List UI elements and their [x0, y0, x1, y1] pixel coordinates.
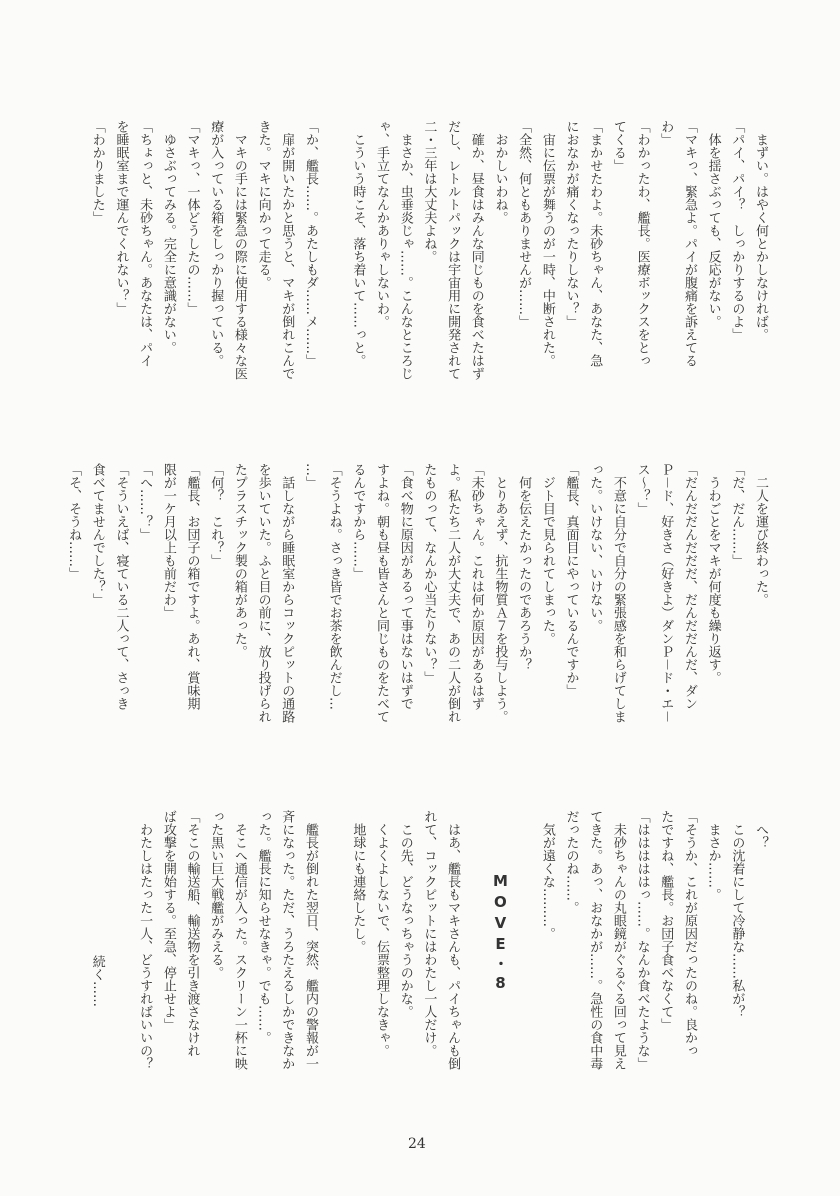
text-line: 「わかったわ、艦長。医療ボックスをとっ [634, 120, 650, 367]
text-line: 何を伝えたかったのであろうか？ [516, 463, 532, 671]
text-line: 「まかせたわよ。未砂ちゃん、あなた、急 [587, 120, 603, 367]
text-line: すよね。朝も昼も皆さんと同じものをたべて [374, 463, 389, 723]
text-line: 扉が開いたかと思うと、マキが倒れこんで [279, 120, 295, 380]
text-line: 斉になった。ただ、うろたえるしかできなか [279, 810, 295, 1070]
text-line [109, 810, 133, 1100]
text-line [464, 810, 488, 1100]
text-line: きた。マキに向かって走る。 [255, 120, 271, 289]
text-line: 確か、昼食はみんな同じものを食べたはず [468, 120, 484, 380]
text-line: 不意に自分で自分の緊張感を和らげてしま [610, 463, 626, 723]
text-line: った黒い巨大戦艦がみえる。 [208, 810, 224, 979]
text-line: 未砂ちゃんの丸眼鏡がぐるぐる回って見え [610, 810, 626, 1070]
text-line: たですね、艦長。お団子食べなくて」 [658, 810, 674, 1031]
text-line: まずい。はやく何とかしなければ。 [753, 120, 768, 341]
text-line: わたしはたった一人、どうすればいいの？ [137, 810, 153, 1070]
text-line: 「全然、何ともありませんが……」 [516, 120, 532, 328]
text-line: 「はははははっ……。なんか食べたような」 [634, 810, 650, 1070]
bottom-text-section [85, 810, 772, 1100]
text-line: 「か、艦長……。あたしもダ……メ……」 [302, 120, 318, 367]
page-number: 24 [408, 1136, 426, 1152]
text-line: 「艦長、お団子の箱ですよ。あれ、賞味期 [184, 463, 200, 710]
text-line [322, 120, 346, 405]
text-line: たプラスチック製の箱があった。 [231, 463, 247, 658]
text-line: を歩いていた。ふと目の前に、放り投げられ [255, 463, 271, 723]
text-line: おかしいわね。 [492, 120, 508, 224]
to-be-continued: 続く…… [89, 955, 105, 1007]
text-line: ス～？」 [634, 463, 650, 515]
text-line: るんですから……」 [350, 463, 366, 580]
text-line: 二人を運び終わった。 [753, 463, 768, 606]
text-line: Ｐ－ド、好きさ（好きよ）ダンＰ－ド・エ－ [658, 463, 674, 724]
text-line: 「未砂ちゃん。これは何か原因があるはず [468, 463, 484, 710]
text-line: 体を揺さぶっても、反応がない。 [705, 120, 721, 328]
middle-text-section [61, 463, 772, 753]
text-line: まさか、虫垂炎じゃ……。こんなところじ [397, 120, 413, 380]
text-line: 「何？ これ？」 [208, 463, 224, 567]
text-line: たものって、なんか心当たりない？」 [421, 463, 437, 684]
text-line: 「艦長、真面目にやっているんですか」 [563, 463, 579, 697]
text-line: 「マキっ、緊急よ。パイが腹痛を訴えてる [681, 120, 697, 367]
text-line: 限が一ケ月以上も前だわ」 [160, 463, 176, 619]
text-line: ゃ、手立てなんかありゃしないわ。 [374, 120, 389, 328]
text-line: ジト目で見られてしまった。 [539, 463, 555, 645]
text-line: マキの手には緊急の際に使用する様々な医 [231, 120, 247, 380]
text-line: こういう時こそ、落ち着いて……っと。 [350, 120, 366, 367]
text-line: この先、どうなっちゃうのかな。 [397, 810, 413, 1018]
text-line: 地球にも連絡したし。 [350, 810, 366, 953]
text-line: れて、コックピットにはわたし一人だけ。 [421, 810, 437, 1057]
text-line: てくる」 [610, 120, 626, 172]
text-line: てきた。あっ、おなかが……。急性の食中毒 [587, 810, 603, 1070]
text-line: くよくよしないで、伝票整理しなきゃ。 [374, 810, 389, 1057]
text-line: 「そうよね。さっき皆でお茶を飲んだし… [326, 463, 342, 710]
text-line: この沈着にして冷静な……私が？ [729, 810, 745, 1018]
text-line: はあ、艦長もマキさんも、パイちゃんも倒 [445, 810, 461, 1070]
text-line: 療が入っている箱をしっかり握っている。 [208, 120, 224, 367]
text-line: 「そ、そうね……」 [66, 463, 82, 580]
text-line: った。いけない、いけない。 [587, 463, 603, 632]
text-line: 「パイ、パイ？ しっかりするのよ」 [729, 120, 745, 341]
text-line: まさか……。 [705, 810, 721, 901]
text-line: ゆさぶってみる。完全に意識がない。 [160, 120, 176, 354]
text-line: だし、レトルトパックは宇宙用に開発されて [445, 120, 461, 380]
text-line: 二・三年は大丈夫よね。 [421, 120, 437, 263]
text-line: 「マキっ、一体どうしたの……」 [184, 120, 200, 315]
text-line: 気が遠くな………。 [539, 810, 555, 940]
text-line: ば攻撃を開始する。至急、停止せよ」 [160, 810, 176, 1031]
text-line: とりあえず、抗生物質Ａ７を投与しよう。 [492, 463, 508, 723]
text-line: 「だ、だん……」 [729, 463, 745, 567]
text-line: 話しながら睡眠室からコックピットの通路 [279, 463, 295, 723]
text-line [322, 810, 346, 1100]
text-line: 食べてませんでした？」 [89, 463, 105, 606]
chapter-heading: MOVE・8 [491, 872, 510, 995]
text-line: そこへ通信が入った。スクリーン一杯に映 [231, 810, 247, 1070]
text-line: 「へ……？」 [137, 463, 153, 541]
text-line: 「そうか、これが原因だったのね。良かっ [681, 810, 697, 1057]
text-line: 「そういえば、寝ている二人って、さっき [113, 463, 129, 710]
text-line: 「わかりました」 [89, 120, 105, 224]
text-line: った。艦長に知らせなきゃ。でも……。 [255, 810, 271, 1044]
text-line: 「ちょっと、未砂ちゃん。あなたは、パイ [137, 120, 153, 367]
text-line: におなかが痛くなったりしない？」 [563, 120, 579, 328]
text-line: 「食べ物に原因があるって事はないはずで [397, 463, 413, 710]
text-line: を睡眠室まで運んでくれない？」 [113, 120, 129, 315]
text-line: よ。私たち二人が大丈夫で、あの二人が倒れ [445, 463, 461, 723]
text-line [511, 810, 535, 1100]
text-line: 「そこの輸送船、輸送物を引き渡さなけれ [184, 810, 200, 1057]
top-text-section [85, 120, 772, 405]
text-line: …」 [302, 463, 318, 489]
text-line: へ？ [753, 810, 768, 849]
text-line: 艦長が倒れた翌日、突然、艦内の警報が一 [302, 810, 318, 1070]
text-line: わ」 [658, 120, 674, 146]
text-line: 宙に伝票が舞うのが一時、中断された。 [539, 120, 555, 367]
text-line: だったのね……。 [563, 810, 579, 914]
text-line: 「だんだだんだだだ、だんだだんだ、ダン [681, 463, 697, 710]
text-line: うわごとをマキが何度も繰り返す。 [705, 463, 721, 684]
